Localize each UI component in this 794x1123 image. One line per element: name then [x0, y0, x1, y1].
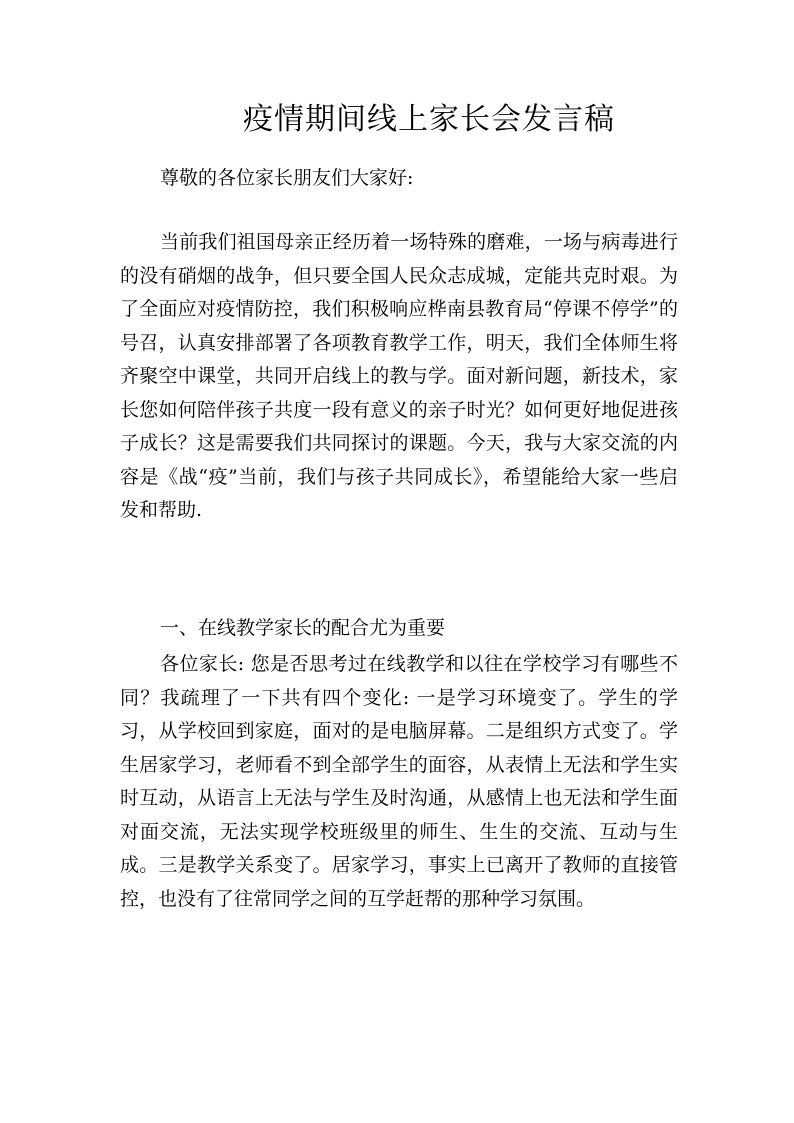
section-heading: 一、在线教学家长的配合尤为重要	[160, 617, 446, 639]
body-paragraph-2: 各位家长: 您是否思考过在线教学和以往在学校学习有哪些不同？我疏理了一下共有四个变化: 一是学习环境变了。学生的学习，从学校回到家庭，面对的是电脑屏幕。二是组织方式变了。学生居家学习，老师看不到全部学生的面容，从表情上无法和学生实时互动，从语言上无法与学生及时沟通，从感情上也无法和学生面对面交流，无法实现学校班级里的师生、生生的交流、互动与生成。三是教学关系变了。居家学习，事实上已离开了教师的直接管控，也没有了往常同学之间的互学赶帮的那种学习氛围。	[120, 653, 678, 910]
document-title: 疫情期间线上家长会发言稿	[243, 102, 615, 137]
body-paragraph-1: 当前我们祖国母亲正经历着一场特殊的磨难，一场与病毒进行的没有硝烟的战争，但只要全国人民众志成城，定能共克时艰。为了全面应对疫情防控，我们积极响应桦南县教育局“停课不停学”的号召，认真安排部署了各项教育教学工作，明天，我们全体师生将齐聚空中课堂，共同开启线上的教与学。面对新问题，新技术，家长您如何陪伴孩子共度一段有意义的亲子时光？如何更好地促进孩子成长？这是需要我们共同探讨的课题。今天，我与大家交流的内容是《战“疫”当前，我们与孩子共同成长》，希望能给大家一些启发和帮助.	[120, 231, 678, 521]
greeting-line: 尊敬的各位家长朋友们大家好:	[160, 167, 414, 189]
